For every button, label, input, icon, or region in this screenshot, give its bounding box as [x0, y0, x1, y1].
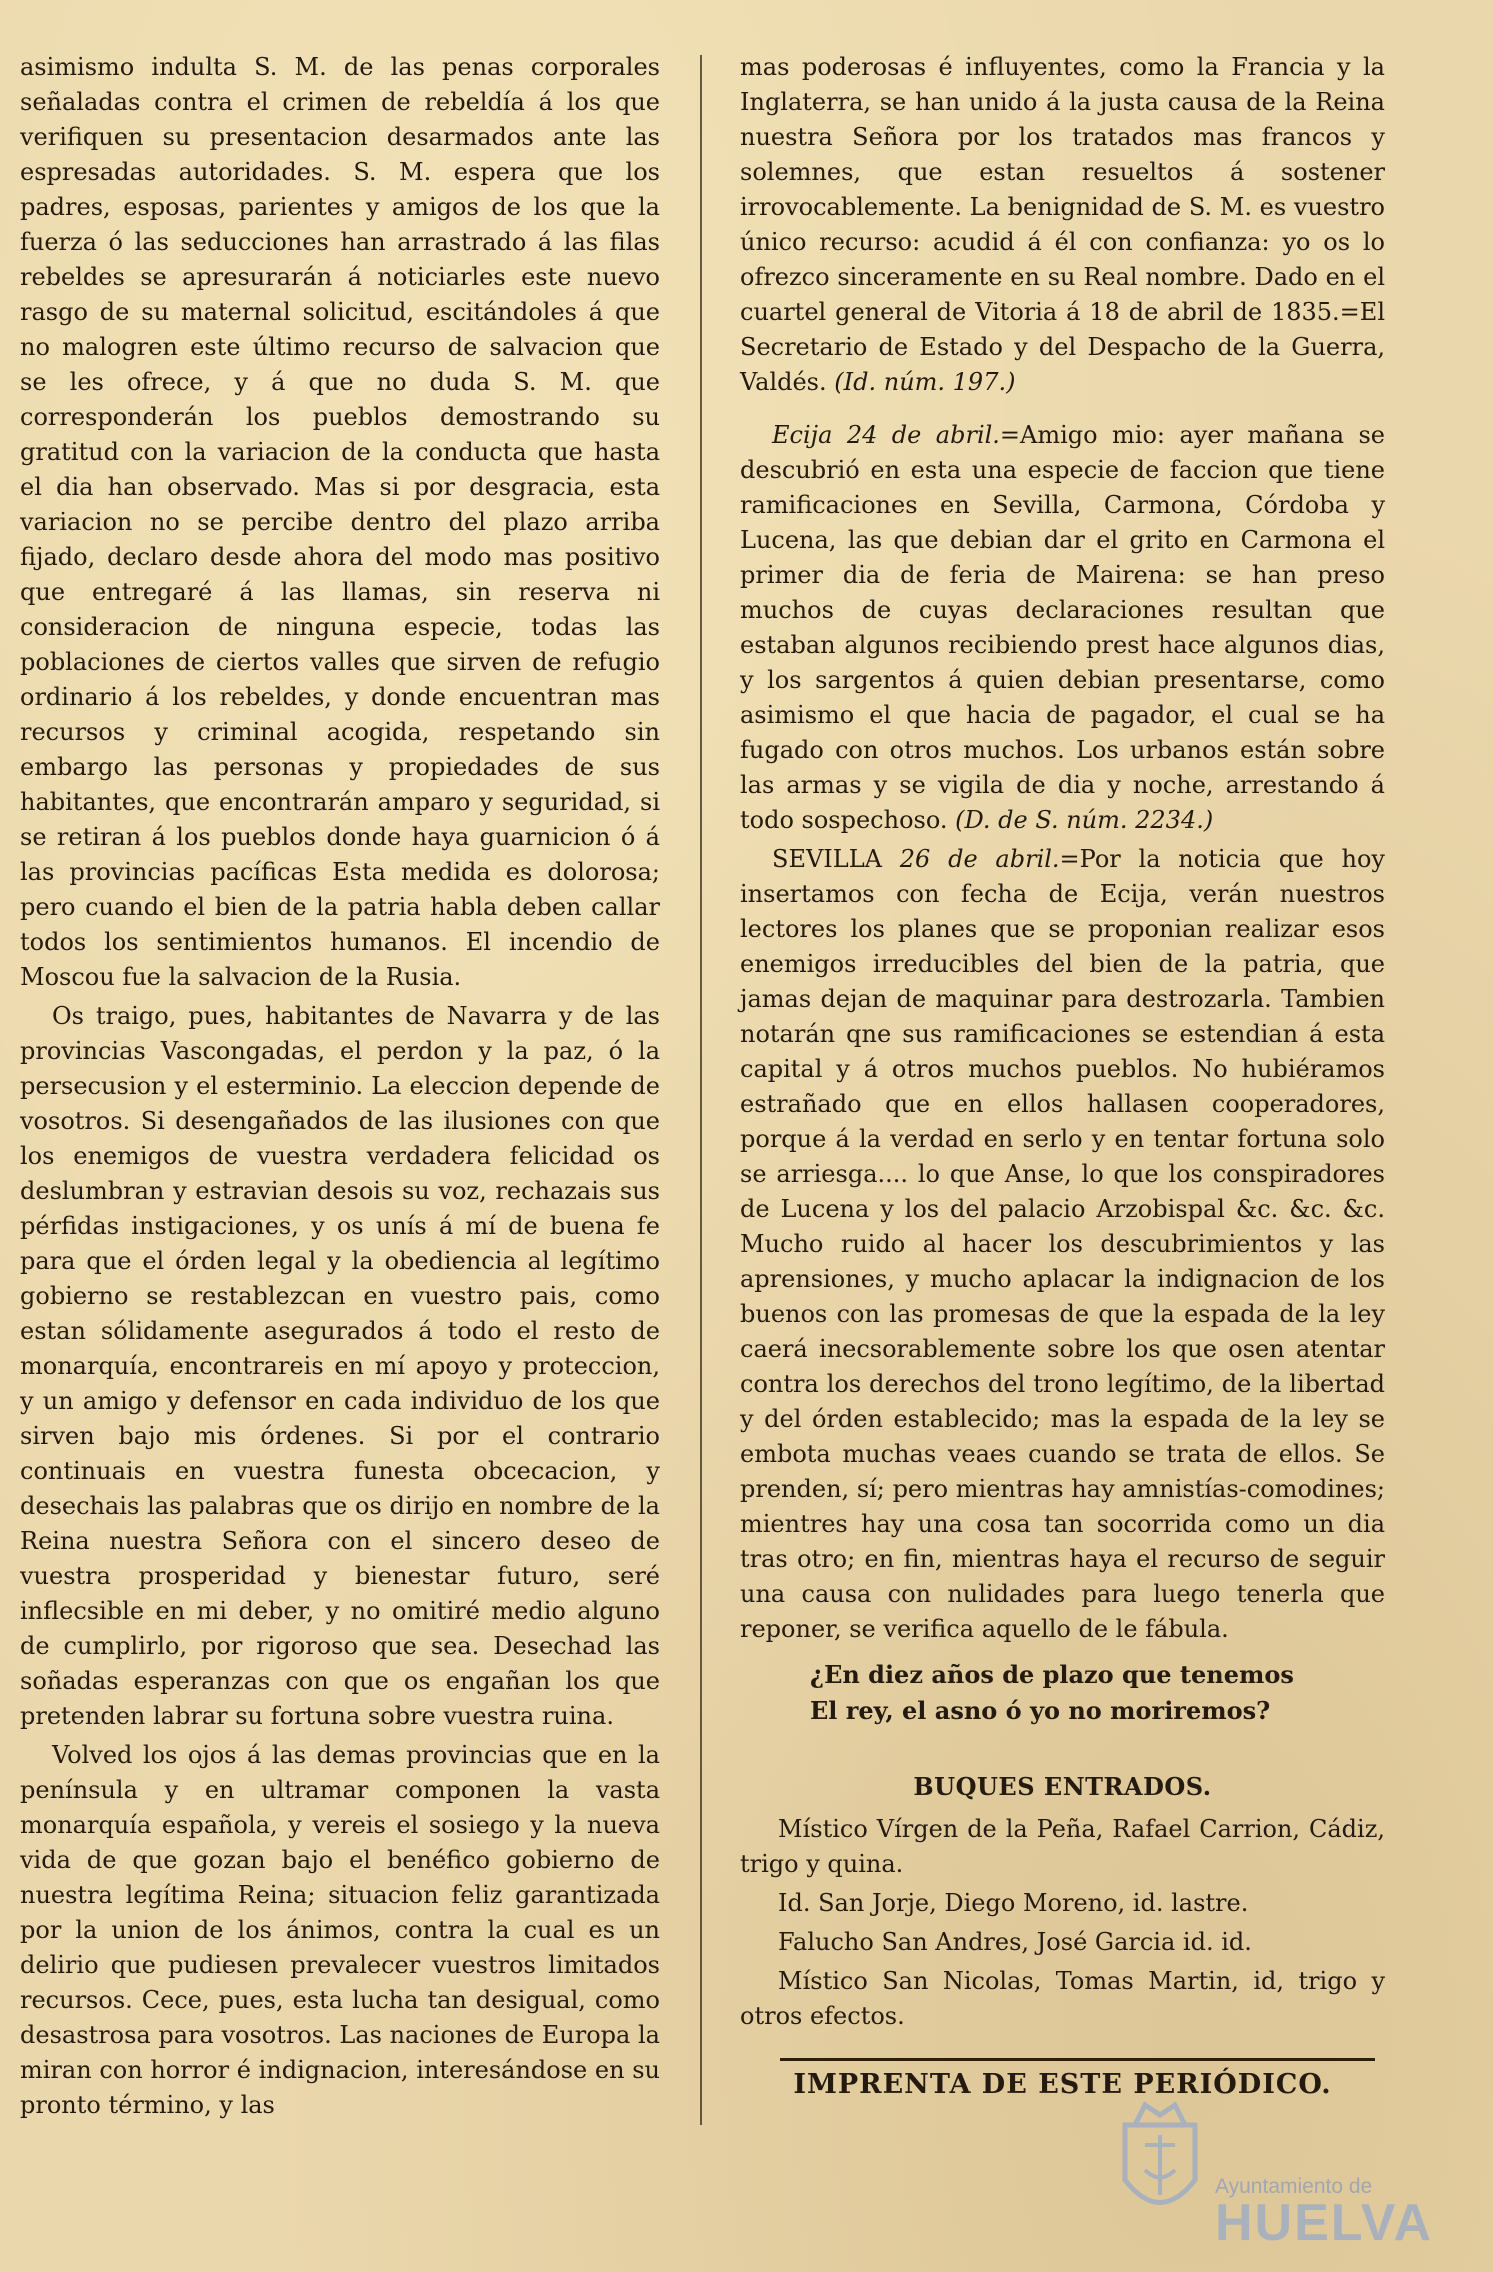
left-paragraph-3: Volved los ojos á las demas provincias que en la península y en ultramar componen la vasta monarquía española, y vereis el sosiego y la nueva vida de que gozan bajo el benéfico gobierno de nuestra legítima Reina; situacion feliz garantizada por la union de los ánimos, contra la cual es un delirio que pudiesen prevalecer vuestros limitados recursos. Cece, pues, esta lucha tan desigual, como desastrosa para vosotros. Las naciones de Europa la miran con horror é indignacion, interesándose en su pronto término, y las [20, 1741, 660, 2119]
ecija-report-text: =Amigo mio: ayer mañana se descubrió en esta una especie de faccion que tiene ramificaciones en Sevilla, Carmona, Córdoba y Lucena, las que debian dar el grito en Carmona el primer dia de feria de Mairena: se han preso muchos de cuyas declaraciones resultan que estaban algunos recibiendo prest hace algunos dias, y los sargentos á quien debian presentarse, como asimismo el que hacia de pagador, el cual se ha fugado con otros muchos. Los urbanos están sobre las armas y se vigila de dia y noche, arrestando á todo sospechoso. [740, 421, 1385, 834]
verse-quote [810, 1657, 1385, 1729]
ship-entry-4: Místico San Nicolas, Tomas Martin, id, trigo y otros efectos. [740, 1967, 1385, 2030]
archive-watermark [1115, 2075, 1475, 2250]
watermark-name: HUELVA [1215, 2194, 1434, 2252]
left-paragraph-2: Os traigo, pues, habitantes de Navarra y de las provincias Vascongadas, el perdon y la paz, ó la persecusion y el esterminio. La eleccion depende de vosotros. Si desengañados de las ilusiones con que los enemigos de vuestra verdadera felicidad os deslumbran y estravian desois su voz, rechazais sus pérfidas instigaciones, y os unís á mí de buena fe para que el órden legal y la obediencia al legítimo gobierno se restablezcan en vuestro pais, como estan sólidamente asegurados á todo el resto de monarquía, encontrareis en mí apoyo y proteccion, y un amigo y defensor en cada individuo de los que sirven bajo mis órdenes. Si por el contrario continuais en vuestra funesta obcecacion, y desechais las palabras que os dirijo en nombre de la Reina nuestra Señora con el sincero deseo de vuestra prosperidad y bienestar futuro, seré inflecsible en mi deber, y no omitiré medio alguno de cumplirlo, por rigoroso que sea. Desechad las soñadas esperanzas con que os engañan los que pretenden labrar su fortuna sobre vuestra ruina. [20, 1002, 660, 1730]
ship-entry-3: Falucho San Andres, José Garcia id. id. [778, 1928, 1252, 1956]
sevilla-city: SEVILLA [772, 845, 882, 873]
verse-line-1: ¿En diez años de plazo que tenemos [810, 1660, 1294, 1689]
source-citation-1: (Id. núm. 197.) [834, 368, 1016, 396]
right-column [740, 50, 1385, 2102]
left-paragraph-1: asimismo indulta S. M. de las penas corporales señaladas contra el crimen de rebeldía á los que verifiquen su presentacion desarmados ante las espresadas autoridades. S. M. espera que los padres, esposas, parientes y amigos de los que la fuerza ó las seducciones han arrastrado á las filas rebeldes se apresurarán á noticiarles este nuevo rasgo de su maternal solicitud, escitándoles á que no malogren este último recurso de salvacion que se les ofrece, y á que no duda S. M. que corresponderán los pueblos demostrando su gratitud con la variacion de la conducta que hasta el dia han observado. Mas si por desgracia, esta variacion no se percibe dentro del plazo arriba fijado, declaro desde ahora del modo mas positivo que entregaré á las llamas, sin reserva ni consideracion de ninguna especie, todas las poblaciones de ciertos valles que sirven de refugio ordinario á los rebeldes, y donde encuentran mas recursos y criminal acogida, respetando sin embargo las personas y propiedades de sus habitantes, que encontrarán amparo y seguridad, si se retiran á los pueblos donde haya guarnicion ó á las provincias pacíficas Esta medida es dolorosa; pero cuando el bien de la patria habla deben callar todos los sentimientos humanos. El incendio de Moscou fue la salvacion de la Rusia. [20, 53, 660, 991]
verse-line-2: El rey, el asno ó yo no moriremos? [810, 1696, 1271, 1725]
ecija-dateline: Ecija 24 de abril. [772, 421, 1000, 449]
proclamation-end-text: mas poderosas é influyentes, como la Francia y la Inglaterra, se han unido á la justa causa de la Reina nuestra Señora por los tratados mas francos y solemnes, que estan resueltos á sostener irrovocablemente. La benignidad de S. M. es vuestro único recurso: acudid á él con confianza: yo os lo ofrezco sinceramente en su Real nombre. Dado en el cuartel general de Vitoria á 18 de abril de 1835.=El Secretario de Estado y del Despacho de la Guerra, Valdés. [740, 53, 1385, 396]
column-divider [700, 55, 702, 2125]
ship-entry-2: Id. San Jorje, Diego Moreno, id. lastre. [778, 1889, 1249, 1917]
sevilla-date: 26 de abril. [899, 845, 1060, 873]
coat-of-arms-icon [1115, 2085, 1205, 2235]
ships-heading: BUQUES ENTRADOS. [913, 1772, 1212, 1801]
ship-entry-1: Místico Vírgen de la Peña, Rafael Carrion, Cádiz, trigo y quina. [740, 1815, 1385, 1878]
imprint-line: IMPRENTA DE ESTE PERIÓDICO. [793, 2069, 1332, 2100]
ecija-report [740, 418, 1385, 838]
source-citation-2: (D. de S. núm. 2234.) [955, 806, 1214, 834]
left-column [20, 50, 660, 2127]
sevilla-report-text: =Por la noticia que hoy insertamos con fecha de Ecija, verán nuestros lectores los planes que se proponian realizar esos enemigos irreducibles del bien de la patria, que jamas dejan de maquinar para destrozarla. Tambien notarán qne sus ramificaciones se estendian á esta capital y á otros muchos pueblos. No hubiéramos estrañado que en ellos hallasen cooperadores, porque á la verdad en serlo y en tentar fortuna solo se arriesga.... lo que Anse, lo que los conspiradores de Lucena y los del palacio Arzobispal &c. &c. &c. Mucho ruido al hacer los descubrimientos y las aprensiones, y mucho aplacar la indignacion de los buenos con las promesas de que la espada de la ley caerá inecsorablemente sobre los que osen atentar contra los derechos del trono legítimo, de la libertad y del órden establecido; mas la espada de la ley se embota muchas veaes cuando se trata de ellos. Se prenden, sí; pero mientras hay amnistías-comodines; mientres hay una cosa tan socorrida como un dia tras otro; en fin, mientras haya el recurso de seguir una causa con nulidades para luego tenerla que reponer, se verifica aquello de le fábula. [740, 845, 1385, 1643]
sevilla-report [740, 842, 1385, 1647]
right-paragraph-1 [740, 50, 1385, 400]
imprint-rule [780, 2058, 1375, 2061]
watermark-town-label: Ayuntamiento de [1215, 2175, 1373, 2198]
